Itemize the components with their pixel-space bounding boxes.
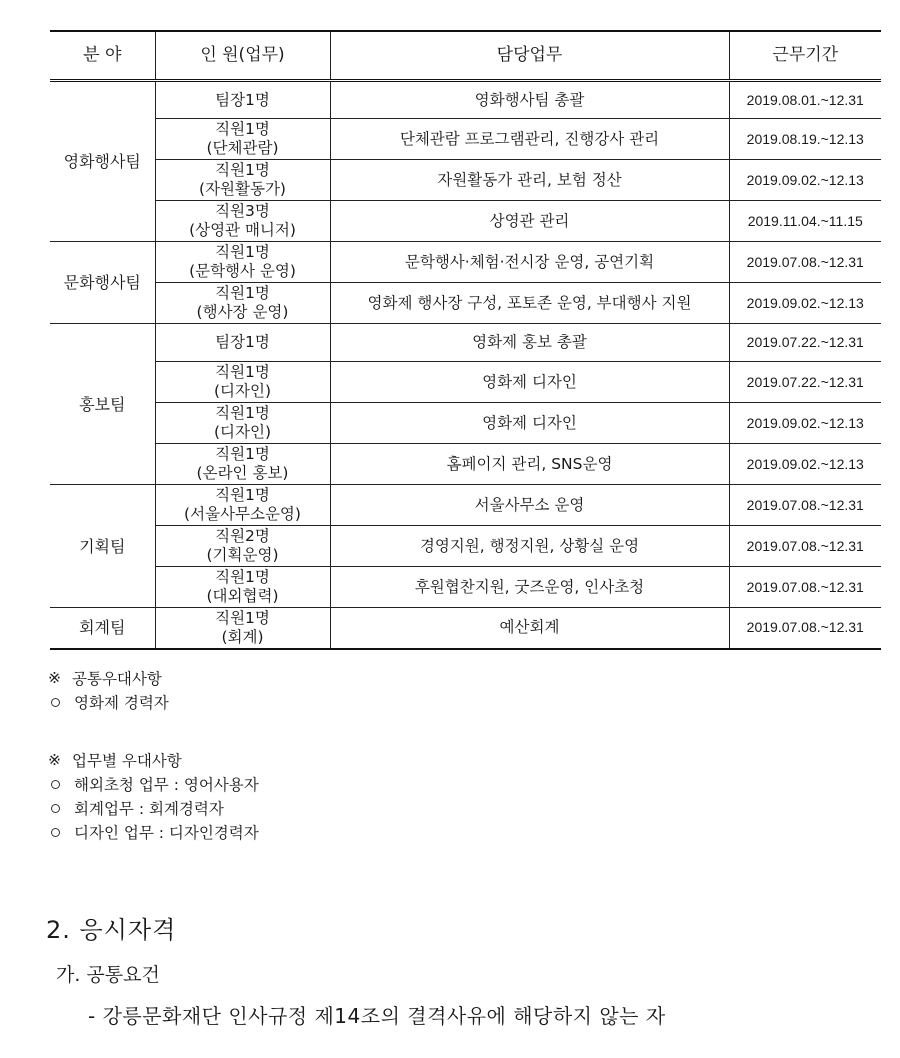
circle-bullet-icon bbox=[51, 804, 60, 813]
period-cell: 2019.07.08.~12.31 bbox=[729, 608, 881, 649]
period-cell: 2019.07.08.~12.31 bbox=[729, 485, 881, 526]
team-name-cell: 영화행사팀 bbox=[50, 81, 155, 242]
table-row bbox=[50, 283, 881, 324]
list-item bbox=[48, 772, 259, 796]
staff-cell bbox=[155, 242, 330, 283]
table-header-row bbox=[50, 31, 881, 81]
staff-cell bbox=[155, 362, 330, 403]
section-title: 2. 응시자격 bbox=[46, 916, 177, 944]
header-period: 근무기간 bbox=[729, 31, 881, 81]
table-row bbox=[50, 324, 881, 362]
team-name-cell: 회계팀 bbox=[50, 608, 155, 649]
common-preference-section bbox=[48, 666, 169, 714]
team-name-cell: 기획팀 bbox=[50, 485, 155, 608]
table-row bbox=[50, 242, 881, 283]
staff-cell bbox=[155, 119, 330, 160]
table-row bbox=[50, 403, 881, 444]
staff-count: 팀장1명 bbox=[215, 333, 270, 351]
reference-mark: ※ bbox=[48, 669, 61, 687]
duty-cell: 영화행사팀 총괄 bbox=[330, 81, 729, 119]
staff-count: 직원1명 bbox=[215, 284, 270, 302]
staff-role: (회계) bbox=[221, 627, 264, 646]
duty-preference-title-line bbox=[48, 748, 259, 772]
duty-cell: 단체관람 프로그램관리, 진행강사 관리 bbox=[330, 119, 729, 160]
common-preference-title: 공통우대사항 bbox=[72, 670, 162, 688]
team-name-cell: 문화행사팀 bbox=[50, 242, 155, 324]
staff-role: (서울사무소운영) bbox=[184, 505, 301, 523]
staff-count: 팀장1명 bbox=[215, 90, 270, 109]
table-row bbox=[50, 526, 881, 567]
staff-count: 직원1명 bbox=[215, 568, 270, 586]
period-cell: 2019.07.22.~12.31 bbox=[729, 362, 881, 403]
duty-cell: 영화제 디자인 bbox=[330, 362, 729, 403]
period-cell: 2019.09.02.~12.13 bbox=[729, 160, 881, 201]
period-cell: 2019.07.08.~12.31 bbox=[729, 242, 881, 283]
period-cell: 2019.07.08.~12.31 bbox=[729, 567, 881, 608]
list-item bbox=[48, 690, 169, 714]
circle-bullet-icon bbox=[51, 828, 60, 837]
staff-cell bbox=[155, 444, 330, 485]
header-duty: 담당업무 bbox=[330, 31, 729, 81]
staff-cell bbox=[155, 608, 330, 649]
duty-preference-item: 디자인 업무 : 디자인경력자 bbox=[74, 824, 259, 842]
staff-count: 직원2명 bbox=[215, 527, 270, 545]
period-cell: 2019.08.01.~12.31 bbox=[729, 81, 881, 119]
requirement-text: - 강릉문화재단 인사규정 제14조의 결격사유에 해당하지 않는 자 bbox=[88, 1004, 666, 1028]
period-cell: 2019.07.22.~12.31 bbox=[729, 324, 881, 362]
section-subtitle: 가. 공통요건 bbox=[56, 964, 160, 986]
duty-preference-item: 해외초청 업무 : 영어사용자 bbox=[74, 776, 259, 794]
duty-preference-title: 업무별 우대사항 bbox=[72, 752, 182, 770]
staff-role: (행사장 운영) bbox=[196, 303, 289, 321]
circle-bullet-icon bbox=[51, 780, 60, 789]
period-cell: 2019.11.04.~11.15 bbox=[729, 201, 881, 242]
table-row bbox=[50, 362, 881, 403]
table-row bbox=[50, 608, 881, 649]
duty-preference-section bbox=[48, 748, 259, 844]
staff-role: (대외협력) bbox=[206, 587, 279, 605]
staff-role: (상영관 매니저) bbox=[189, 221, 296, 239]
duty-cell: 후원협찬지원, 굿즈운영, 인사초청 bbox=[330, 567, 729, 608]
list-item bbox=[48, 796, 259, 820]
period-cell: 2019.07.08.~12.31 bbox=[729, 526, 881, 567]
duty-preference-item: 회계업무 : 회계경력자 bbox=[74, 800, 224, 818]
staff-count: 직원1명 bbox=[215, 404, 270, 422]
team-name-cell: 홍보팀 bbox=[50, 324, 155, 485]
common-preference-item: 영화제 경력자 bbox=[74, 694, 169, 712]
staff-cell bbox=[155, 283, 330, 324]
recruitment-table bbox=[50, 30, 881, 650]
staff-role: (단체관람) bbox=[206, 139, 279, 157]
staff-count: 직원1명 bbox=[215, 445, 270, 463]
duty-cell: 문학행사·체험·전시장 운영, 공연기획 bbox=[330, 242, 729, 283]
table-body bbox=[50, 81, 881, 649]
staff-count: 직원1명 bbox=[215, 161, 270, 179]
staff-role: (디자인) bbox=[213, 382, 271, 400]
common-preference-title-line bbox=[48, 666, 169, 690]
period-cell: 2019.09.02.~12.13 bbox=[729, 444, 881, 485]
table-row bbox=[50, 567, 881, 608]
staff-count: 직원1명 bbox=[215, 363, 270, 381]
circle-bullet-icon bbox=[51, 698, 60, 707]
staff-cell bbox=[155, 81, 330, 119]
list-item bbox=[48, 820, 259, 844]
duty-cell: 자원활동가 관리, 보험 정산 bbox=[330, 160, 729, 201]
duty-cell: 예산회계 bbox=[330, 608, 729, 649]
staff-cell bbox=[155, 403, 330, 444]
table-row bbox=[50, 201, 881, 242]
staff-cell bbox=[155, 324, 330, 362]
duty-cell: 상영관 관리 bbox=[330, 201, 729, 242]
staff-cell bbox=[155, 160, 330, 201]
staff-role: (자원활동가) bbox=[199, 180, 286, 198]
table-row bbox=[50, 81, 881, 119]
header-staff: 인 원(업무) bbox=[155, 31, 330, 81]
staff-cell bbox=[155, 567, 330, 608]
header-field: 분 야 bbox=[50, 31, 155, 81]
staff-cell bbox=[155, 485, 330, 526]
duty-cell: 서울사무소 운영 bbox=[330, 485, 729, 526]
staff-count: 직원1명 bbox=[215, 486, 270, 504]
staff-count: 직원1명 bbox=[215, 243, 270, 261]
duty-cell: 경영지원, 행정지원, 상황실 운영 bbox=[330, 526, 729, 567]
staff-role: (디자인) bbox=[213, 423, 271, 441]
staff-count: 직원1명 bbox=[215, 608, 270, 627]
staff-role: (온라인 홍보) bbox=[196, 464, 289, 482]
staff-cell bbox=[155, 201, 330, 242]
staff-role: (문학행사 운영) bbox=[189, 262, 296, 280]
duty-cell: 영화제 홍보 총괄 bbox=[330, 324, 729, 362]
duty-cell: 홈페이지 관리, SNS운영 bbox=[330, 444, 729, 485]
duty-cell: 영화제 행사장 구성, 포토존 운영, 부대행사 지원 bbox=[330, 283, 729, 324]
reference-mark: ※ bbox=[48, 751, 61, 769]
table-row bbox=[50, 444, 881, 485]
table-row bbox=[50, 160, 881, 201]
period-cell: 2019.08.19.~12.13 bbox=[729, 119, 881, 160]
table-row bbox=[50, 119, 881, 160]
staff-cell bbox=[155, 526, 330, 567]
staff-count: 직원1명 bbox=[215, 120, 270, 138]
staff-count: 직원3명 bbox=[215, 202, 270, 220]
staff-role: (기획운영) bbox=[206, 546, 279, 564]
duty-cell: 영화제 디자인 bbox=[330, 403, 729, 444]
table-row bbox=[50, 485, 881, 526]
period-cell: 2019.09.02.~12.13 bbox=[729, 403, 881, 444]
period-cell: 2019.09.02.~12.13 bbox=[729, 283, 881, 324]
